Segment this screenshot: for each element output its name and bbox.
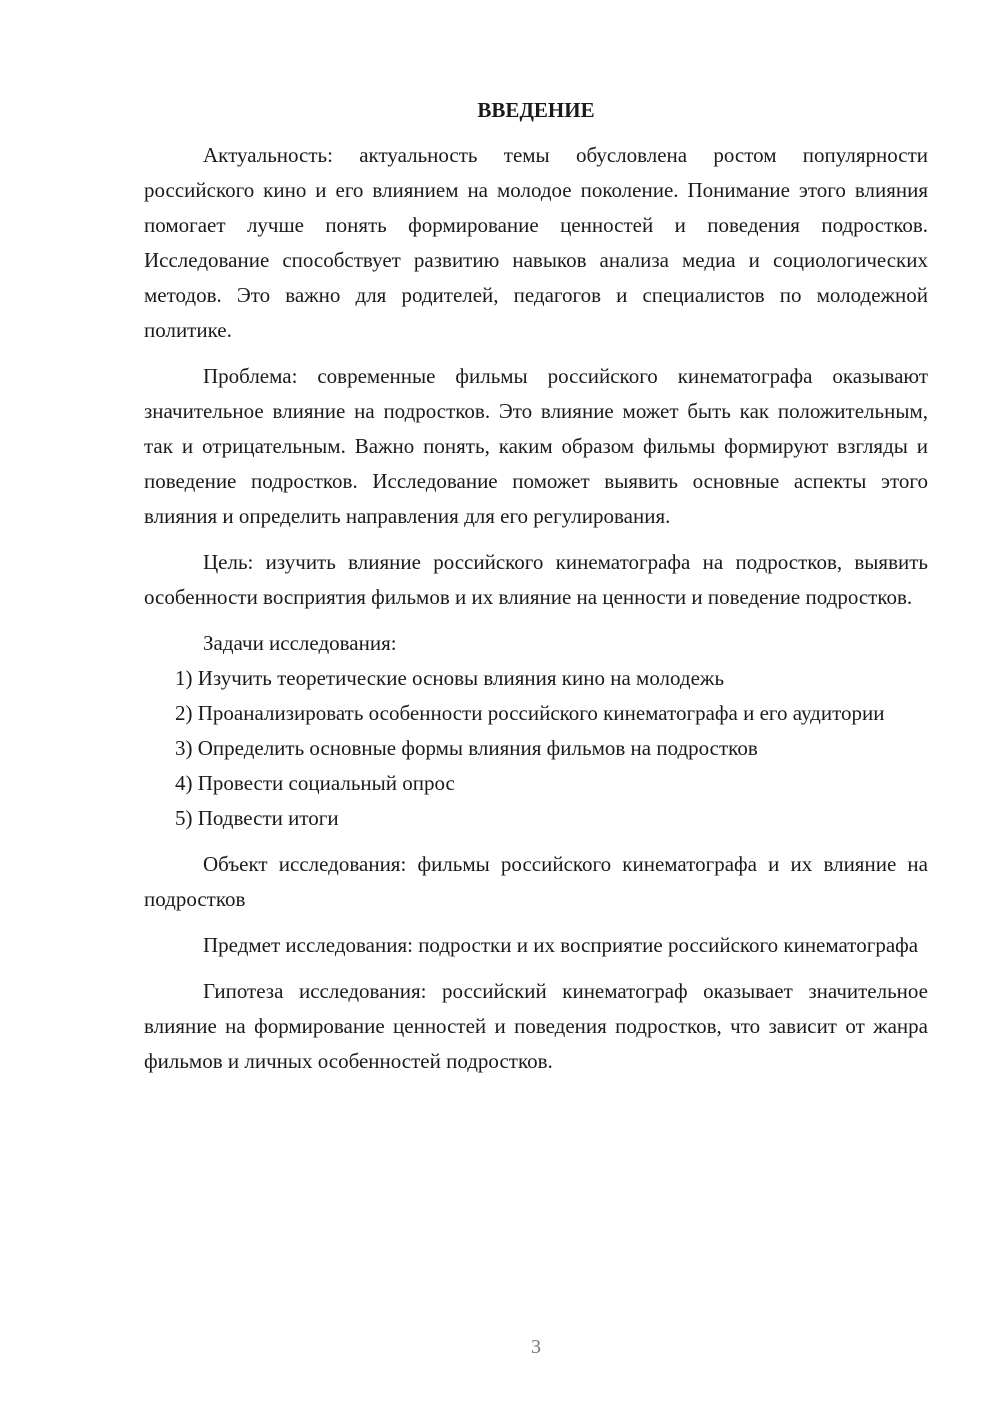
paragraph-hypothesis: Гипотеза исследования: российский кинематограф оказывает значительное влияние на формирование ценностей и поведения подростков, что зависит от жанра фильмов и личных особенностей подростков. (144, 979, 928, 1073)
task-item: 2) Проанализировать особенности российского кинематографа и его аудитории (175, 701, 885, 725)
page-title: ВВЕДЕНИЕ (477, 98, 595, 122)
tasks-heading: Задачи исследования: (203, 631, 397, 655)
paragraph-problem: Проблема: современные фильмы российского кинематографа оказывают значительное влияние на подростков. Это влияние может быть как положительным, так и отрицательным. Важно понять, каким образом фильмы формируют взгляды и поведение подростков. Исследование поможет выявить основные аспекты этого влияния и определить направления для его регулирования. (144, 364, 928, 528)
task-item: 4) Провести социальный опрос (175, 771, 455, 795)
page-content (144, 93, 928, 1079)
paragraph-relevance: Актуальность: актуальность темы обусловлена ростом популярности российского кино и его влиянием на молодое поколение. Понимание этого влияния помогает лучше понять формирование ценностей и поведения подростков. Исследование способствует развитию навыков анализа медиа и социологических методов. Это важно для родителей, педагогов и специалистов по молодежной политике. (144, 143, 928, 342)
task-item: 5) Подвести итоги (175, 806, 339, 830)
paragraph-subject: Предмет исследования: подростки и их восприятие российского кинематографа (203, 933, 919, 957)
task-item: 1) Изучить теоретические основы влияния кино на молодежь (175, 666, 725, 690)
paragraph-object: Объект исследования: фильмы российского кинематографа и их влияние на подростков (144, 852, 928, 911)
paragraph-goal: Цель: изучить влияние российского кинематографа на подростков, выявить особенности восприятия фильмов и их влияние на ценности и поведение подростков. (144, 550, 928, 609)
task-item: 3) Определить основные формы влияния фильмов на подростков (175, 736, 758, 760)
page-number: 3 (531, 1336, 541, 1358)
